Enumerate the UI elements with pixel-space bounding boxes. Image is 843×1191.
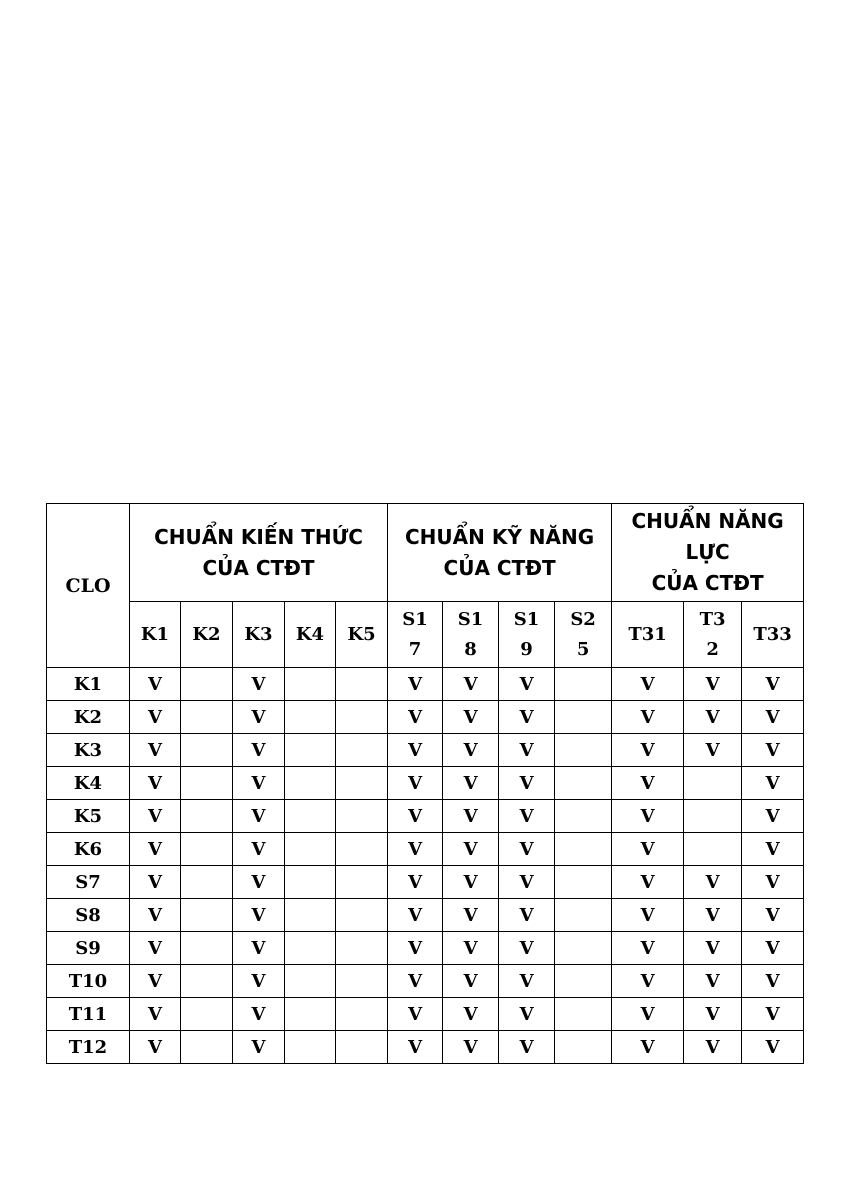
- knowledge-group-header: [130, 504, 388, 602]
- mapping-cell: [181, 833, 233, 866]
- mapping-cell: [285, 932, 336, 965]
- column-header-line: 2: [706, 638, 719, 660]
- clo-mapping-table: [46, 503, 804, 1064]
- mapping-cell: V: [499, 932, 555, 965]
- mapping-cell: V: [742, 998, 804, 1031]
- table-row: [47, 932, 804, 965]
- mapping-cell: [181, 668, 233, 701]
- column-header-line: S2: [570, 608, 596, 630]
- mapping-cell: V: [443, 965, 499, 998]
- row-label: K5: [47, 800, 130, 833]
- column-header: [443, 602, 499, 668]
- mapping-cell: V: [130, 833, 181, 866]
- table-row: [47, 998, 804, 1031]
- mapping-cell: V: [612, 734, 684, 767]
- mapping-cell: V: [130, 899, 181, 932]
- table-row: [47, 701, 804, 734]
- mapping-cell: V: [612, 965, 684, 998]
- row-label: S7: [47, 866, 130, 899]
- mapping-cell: V: [499, 701, 555, 734]
- mapping-cell: V: [443, 734, 499, 767]
- mapping-cell: [181, 866, 233, 899]
- mapping-cell: V: [233, 734, 285, 767]
- mapping-cell: [181, 899, 233, 932]
- mapping-cell: V: [130, 932, 181, 965]
- column-header-line: K3: [244, 623, 273, 645]
- mapping-cell: V: [742, 734, 804, 767]
- mapping-cell: V: [612, 932, 684, 965]
- row-label: K6: [47, 833, 130, 866]
- column-header-line: T31: [628, 623, 667, 645]
- mapping-cell: [285, 1031, 336, 1064]
- mapping-cell: [336, 965, 388, 998]
- mapping-cell: V: [233, 998, 285, 1031]
- mapping-cell: [285, 800, 336, 833]
- mapping-cell: V: [233, 668, 285, 701]
- mapping-cell: [285, 965, 336, 998]
- mapping-cell: V: [130, 701, 181, 734]
- column-header-line: T3: [699, 608, 726, 630]
- mapping-cell: V: [130, 965, 181, 998]
- column-header: [555, 602, 612, 668]
- mapping-cell: [684, 833, 742, 866]
- column-header-line: 7: [408, 638, 422, 660]
- mapping-cell: V: [233, 899, 285, 932]
- mapping-cell: V: [684, 701, 742, 734]
- mapping-cell: V: [233, 1031, 285, 1064]
- mapping-cell: [181, 701, 233, 734]
- column-header-line: T33: [753, 623, 792, 645]
- mapping-cell: [684, 767, 742, 800]
- mapping-cell: [336, 668, 388, 701]
- mapping-cell: V: [388, 965, 443, 998]
- mapping-cell: [336, 734, 388, 767]
- mapping-cell: V: [130, 668, 181, 701]
- mapping-cell: V: [233, 932, 285, 965]
- mapping-cell: V: [130, 767, 181, 800]
- row-label: K1: [47, 668, 130, 701]
- mapping-cell: [285, 734, 336, 767]
- column-header-line: K4: [295, 623, 325, 645]
- row-label: T12: [47, 1031, 130, 1064]
- column-header-line: K5: [347, 623, 376, 645]
- mapping-cell: [336, 932, 388, 965]
- table-row: [47, 965, 804, 998]
- column-header: [499, 602, 555, 668]
- mapping-cell: V: [612, 833, 684, 866]
- mapping-cell: V: [742, 1031, 804, 1064]
- mapping-cell: V: [684, 866, 742, 899]
- mapping-cell: [181, 932, 233, 965]
- mapping-cell: [336, 833, 388, 866]
- mapping-cell: V: [742, 701, 804, 734]
- column-header: [233, 602, 285, 668]
- table-row: [47, 833, 804, 866]
- mapping-cell: V: [443, 767, 499, 800]
- table-row: [47, 899, 804, 932]
- column-header-line: 8: [464, 638, 477, 660]
- mapping-cell: V: [499, 1031, 555, 1064]
- mapping-cell: V: [742, 899, 804, 932]
- table-row: [47, 1031, 804, 1064]
- mapping-cell: V: [388, 932, 443, 965]
- mapping-cell: [336, 767, 388, 800]
- mapping-cell: [336, 899, 388, 932]
- mapping-cell: V: [684, 998, 742, 1031]
- group-header-line: CỦA CTĐT: [443, 555, 556, 580]
- mapping-cell: [336, 800, 388, 833]
- mapping-cell: [555, 833, 612, 866]
- mapping-cell: V: [443, 932, 499, 965]
- mapping-cell: [285, 701, 336, 734]
- mapping-cell: V: [499, 767, 555, 800]
- group-header-line: CỦA CTĐT: [651, 571, 764, 595]
- mapping-cell: V: [233, 866, 285, 899]
- mapping-cell: V: [612, 668, 684, 701]
- mapping-cell: [181, 1031, 233, 1064]
- mapping-cell: [285, 866, 336, 899]
- mapping-cell: V: [233, 833, 285, 866]
- mapping-cell: V: [130, 998, 181, 1031]
- mapping-cell: V: [130, 800, 181, 833]
- table-row: [47, 800, 804, 833]
- column-header: [181, 602, 233, 668]
- mapping-cell: V: [742, 833, 804, 866]
- mapping-cell: [555, 965, 612, 998]
- row-label: S8: [47, 899, 130, 932]
- mapping-cell: [181, 734, 233, 767]
- mapping-cell: V: [499, 998, 555, 1031]
- mapping-cell: V: [612, 998, 684, 1031]
- mapping-cell: V: [388, 833, 443, 866]
- mapping-cell: V: [499, 800, 555, 833]
- mapping-cell: V: [388, 800, 443, 833]
- mapping-cell: [555, 668, 612, 701]
- row-label: T10: [47, 965, 130, 998]
- mapping-cell: V: [742, 965, 804, 998]
- mapping-cell: V: [499, 899, 555, 932]
- column-header: [336, 602, 388, 668]
- mapping-cell: V: [388, 734, 443, 767]
- mapping-cell: V: [443, 701, 499, 734]
- mapping-cell: [181, 767, 233, 800]
- mapping-cell: V: [233, 800, 285, 833]
- mapping-cell: V: [443, 998, 499, 1031]
- column-header-line: S1: [402, 608, 428, 630]
- row-label: K3: [47, 734, 130, 767]
- mapping-cell: V: [612, 866, 684, 899]
- mapping-cell: [336, 998, 388, 1031]
- mapping-cell: [555, 899, 612, 932]
- mapping-cell: V: [684, 965, 742, 998]
- mapping-cell: V: [742, 800, 804, 833]
- column-header-line: K1: [140, 623, 170, 645]
- mapping-cell: V: [742, 932, 804, 965]
- row-label: T11: [47, 998, 130, 1031]
- mapping-cell: V: [684, 932, 742, 965]
- column-header: [742, 602, 804, 668]
- column-header: [612, 602, 684, 668]
- row-label: S9: [47, 932, 130, 965]
- column-header-line: K2: [192, 623, 221, 645]
- row-label: K2: [47, 701, 130, 734]
- mapping-cell: V: [499, 734, 555, 767]
- mapping-cell: [555, 932, 612, 965]
- mapping-cell: V: [612, 899, 684, 932]
- mapping-cell: V: [388, 767, 443, 800]
- mapping-cell: V: [499, 668, 555, 701]
- mapping-cell: V: [742, 866, 804, 899]
- table-row: [47, 767, 804, 800]
- mapping-cell: V: [443, 866, 499, 899]
- mapping-cell: V: [684, 734, 742, 767]
- mapping-cell: V: [443, 668, 499, 701]
- clo-header: CLO: [47, 504, 130, 668]
- clo-mapping-table-wrapper: [46, 503, 803, 1064]
- mapping-cell: V: [388, 668, 443, 701]
- mapping-cell: [336, 701, 388, 734]
- mapping-cell: [285, 668, 336, 701]
- table-row: [47, 866, 804, 899]
- mapping-cell: V: [499, 866, 555, 899]
- column-header: [285, 602, 336, 668]
- mapping-cell: V: [612, 767, 684, 800]
- mapping-cell: V: [443, 1031, 499, 1064]
- mapping-cell: V: [130, 1031, 181, 1064]
- mapping-cell: V: [443, 833, 499, 866]
- group-header-line: CHUẨN KIẾN THỨC: [154, 524, 363, 549]
- mapping-cell: V: [443, 800, 499, 833]
- mapping-cell: V: [233, 767, 285, 800]
- mapping-cell: [555, 1031, 612, 1064]
- competency-group-header: [612, 504, 804, 602]
- mapping-cell: V: [130, 866, 181, 899]
- column-header-line: 5: [576, 638, 590, 660]
- mapping-cell: V: [388, 701, 443, 734]
- mapping-cell: V: [612, 701, 684, 734]
- mapping-cell: [555, 998, 612, 1031]
- group-header-line: CỦA CTĐT: [202, 555, 315, 580]
- mapping-cell: V: [388, 998, 443, 1031]
- mapping-cell: [555, 767, 612, 800]
- mapping-cell: V: [499, 833, 555, 866]
- mapping-cell: [285, 998, 336, 1031]
- mapping-cell: V: [233, 965, 285, 998]
- mapping-cell: V: [388, 1031, 443, 1064]
- column-header-line: 9: [520, 638, 533, 660]
- mapping-cell: [684, 800, 742, 833]
- group-header-line: LỰC: [685, 540, 730, 564]
- mapping-cell: [285, 833, 336, 866]
- table-row: [47, 668, 804, 701]
- mapping-cell: [181, 800, 233, 833]
- mapping-cell: V: [742, 668, 804, 701]
- column-header: [684, 602, 742, 668]
- mapping-cell: [555, 800, 612, 833]
- mapping-cell: [285, 899, 336, 932]
- mapping-cell: V: [499, 965, 555, 998]
- column-header-line: S1: [457, 608, 484, 630]
- mapping-cell: [181, 998, 233, 1031]
- mapping-cell: V: [233, 701, 285, 734]
- mapping-cell: [285, 767, 336, 800]
- mapping-cell: V: [742, 767, 804, 800]
- mapping-cell: V: [388, 899, 443, 932]
- mapping-cell: [181, 965, 233, 998]
- mapping-cell: [555, 734, 612, 767]
- mapping-cell: V: [612, 1031, 684, 1064]
- mapping-cell: V: [612, 800, 684, 833]
- row-label: K4: [47, 767, 130, 800]
- mapping-cell: V: [443, 899, 499, 932]
- mapping-cell: V: [684, 668, 742, 701]
- mapping-cell: [555, 866, 612, 899]
- mapping-cell: V: [684, 1031, 742, 1064]
- mapping-cell: V: [684, 899, 742, 932]
- column-header: [388, 602, 443, 668]
- mapping-cell: [336, 1031, 388, 1064]
- mapping-cell: [555, 701, 612, 734]
- mapping-cell: [336, 866, 388, 899]
- mapping-cell: V: [130, 734, 181, 767]
- table-row: [47, 734, 804, 767]
- column-header-line: S1: [513, 608, 540, 630]
- mapping-cell: V: [388, 866, 443, 899]
- skill-group-header: [388, 504, 612, 602]
- column-header: [130, 602, 181, 668]
- group-header-line: CHUẨN KỸ NĂNG: [405, 524, 595, 549]
- group-header-line: CHUẨN NĂNG: [631, 509, 784, 533]
